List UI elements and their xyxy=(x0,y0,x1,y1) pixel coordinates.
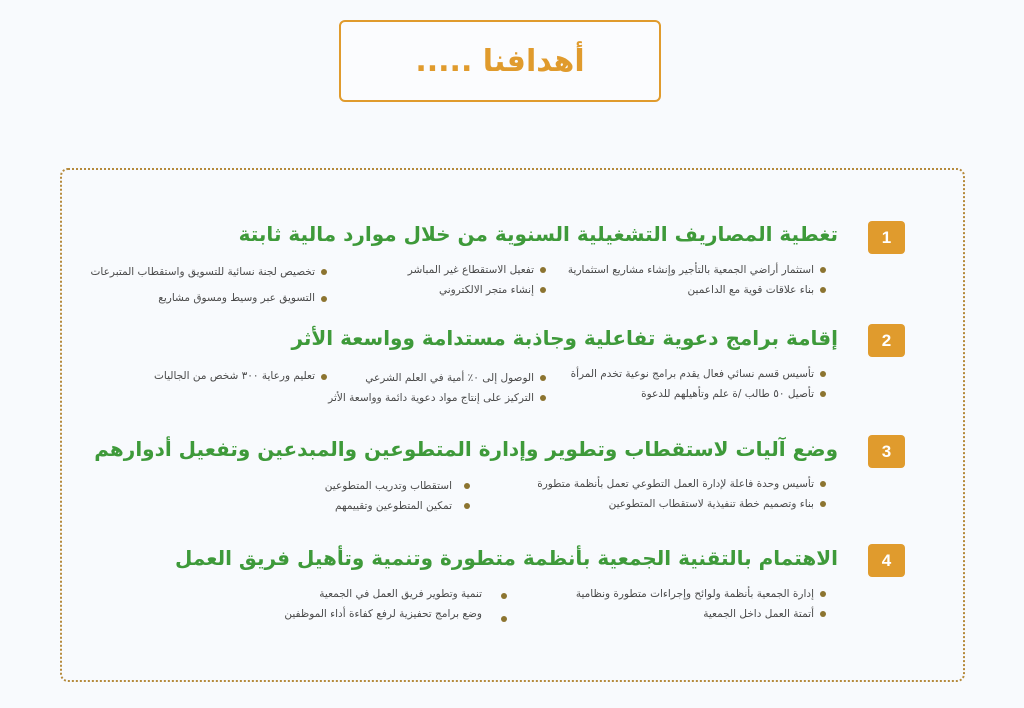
goal-title: إقامة برامج دعوية تفاعلية وجاذبة مستدامة وواسعة الأثر xyxy=(291,326,838,350)
goal-number-badge: 1 xyxy=(868,221,905,254)
goal-item: بناء وتصميم خطة تنفيذية لاستقطاب المتطوعين xyxy=(608,498,814,510)
goal-item: تأصيل ٥٠ طالب /ة علم وتأهيلهم للدعوة xyxy=(641,388,814,400)
section-title-box xyxy=(339,20,661,102)
bullet-dot xyxy=(321,374,327,380)
bullet-dot xyxy=(321,296,327,302)
goal-item: الوصول إلى ٠٪ أمية في العلم الشرعي xyxy=(365,372,534,384)
goal-item: تعليم ورعاية ٣٠٠ شخص من الجاليات xyxy=(154,370,315,382)
bullet-dot xyxy=(820,287,826,293)
bullet-dot xyxy=(501,616,507,622)
bullet-dot xyxy=(540,395,546,401)
goal-item: تخصيص لجنة نسائية للتسويق واستقطاب المتبرعات xyxy=(90,266,315,278)
goal-item: تأسيس وحدة فاعلة لإدارة العمل التطوعي تعمل بأنظمة متطورة xyxy=(537,478,814,490)
section-title: أهدافنا ..... xyxy=(415,43,585,79)
goal-number-badge: 3 xyxy=(868,435,905,468)
bullet-dot xyxy=(820,391,826,397)
bullet-dot xyxy=(501,593,507,599)
bullet-dot xyxy=(540,267,546,273)
bullet-dot xyxy=(321,269,327,275)
goal-item: بناء علاقات قوية مع الداعمين xyxy=(687,284,814,296)
goal-item: وضع برامج تحفيزية لرفع كفاءة أداء الموظفين xyxy=(284,608,482,620)
goal-number-badge: 4 xyxy=(868,544,905,577)
goal-item: تنمية وتطوير فريق العمل في الجمعية xyxy=(319,588,482,600)
bullet-dot xyxy=(820,501,826,507)
goal-item: إنشاء متجر الالكتروني xyxy=(439,284,534,296)
bullet-dot xyxy=(820,267,826,273)
goal-item: إدارة الجمعية بأنظمة ولوائح وإجراءات متطورة ونظامية xyxy=(575,588,814,600)
goal-title: وضع آليات لاستقطاب وتطوير وإدارة المتطوعين والمبدعين وتفعيل أدوارهم xyxy=(94,437,838,461)
goal-item: التسويق عبر وسيط ومسوق مشاريع xyxy=(158,292,315,304)
bullet-dot xyxy=(820,611,826,617)
goal-item: استثمار أراضي الجمعية بالتأجير وإنشاء مشاريع استثمارية xyxy=(567,264,814,276)
bullet-dot xyxy=(820,371,826,377)
goal-item: استقطاب وتدريب المتطوعين xyxy=(324,480,452,492)
goal-item: تأسيس قسم نسائي فعال يقدم برامج نوعية تخدم المرأة xyxy=(570,368,814,380)
bullet-dot xyxy=(820,481,826,487)
goal-item: تمكين المتطوعين وتقييمهم xyxy=(335,500,452,512)
goal-item: التركيز على إنتاج مواد دعوية دائمة وواسعة الأثر xyxy=(328,392,534,404)
goal-item: أتمتة العمل داخل الجمعية xyxy=(703,608,814,620)
goal-title: الاهتمام بالتقنية الجمعية بأنظمة متطورة وتنمية وتأهيل فريق العمل xyxy=(175,546,838,570)
bullet-dot xyxy=(464,503,470,509)
goal-number-badge: 2 xyxy=(868,324,905,357)
bullet-dot xyxy=(464,483,470,489)
goal-item: تفعيل الاستقطاع غير المباشر xyxy=(407,264,534,276)
bullet-dot xyxy=(820,591,826,597)
goal-title: تغطية المصاريف التشغيلية السنوية من خلال موارد مالية ثابتة xyxy=(238,222,838,246)
bullet-dot xyxy=(540,375,546,381)
bullet-dot xyxy=(540,287,546,293)
